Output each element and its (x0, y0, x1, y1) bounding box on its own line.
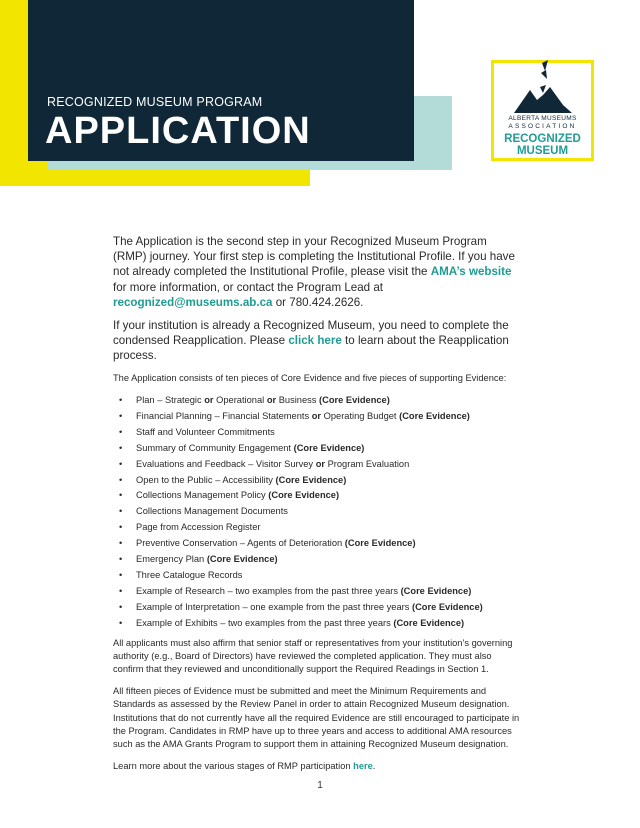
reapplication-paragraph: If your institution is already a Recognized Museum, you need to complete the condensed Reapplication. Please click here to learn about the Reapplication process. (113, 319, 509, 363)
evidence-item-text: Collections Management Policy (136, 490, 266, 501)
program-name: RECOGNIZED MUSEUM PROGRAM (47, 95, 263, 109)
requirements-paragraph: All fifteen pieces of Evidence must be submitted and meet the Minimum Requirements and Standards as assessed by the Review Panel in order to attain Recognized Museum designation. Institutions that do not currently have all the required Evidence are still encouraged to participate in the Program. Candidates in RMP have up to three years and access to additional AMA resources such as the AMA Grants Program to support them in attaining Recognized Museum designation. (113, 685, 520, 750)
list-item (113, 584, 523, 600)
or-connector: or (315, 458, 325, 469)
evidence-item-text: Page from Accession Register (136, 522, 261, 533)
click-here-link[interactable]: click here (288, 334, 342, 348)
evidence-item-text: Staff and Volunteer Commitments (136, 426, 275, 437)
or-connector: or (266, 395, 277, 406)
evidence-item-text: Example of Interpretation – one example from the past three years (136, 601, 410, 612)
list-item (113, 441, 523, 457)
evidence-item-text: Example of Research – two examples from the past three years (136, 585, 398, 596)
page-number: 1 (317, 780, 323, 791)
list-item (113, 552, 523, 568)
list-item (113, 473, 523, 489)
mountain-icon (506, 57, 580, 119)
evidence-item-text: Business (278, 395, 317, 406)
core-evidence-label: (Core Evidence) (400, 585, 472, 596)
core-evidence-label: (Core Evidence) (206, 554, 278, 565)
affirmation-paragraph: All applicants must also affirm that senior staff or representatives from your institution’s governing authority (e.g., Board of Directors) have reviewed the completed application. They must also confirm that they reviewed and unconditionally support the Required Readings in Section 1. (113, 637, 513, 675)
core-evidence-label: (Core Evidence) (319, 395, 390, 406)
list-item (113, 457, 523, 473)
here-link[interactable]: here (353, 760, 373, 771)
or-connector: or (311, 410, 322, 421)
evidence-item-text: Three Catalogue Records (136, 570, 243, 580)
evidence-lead: The Application consists of ten pieces of Core Evidence and five pieces of supporting Evidence: (113, 372, 507, 383)
ama-website-link[interactable]: AMA’s website (430, 265, 512, 279)
evidence-item-text: Evaluations and Feedback – Visitor Survey (136, 458, 314, 469)
evidence-item-text: Emergency Plan (136, 554, 205, 565)
evidence-item-text: Summary of Community Engagement (136, 442, 292, 453)
list-item (113, 409, 523, 425)
core-evidence-label: (Core Evidence) (268, 490, 340, 501)
list-item (113, 536, 523, 552)
core-evidence-label: (Core Evidence) (399, 410, 470, 421)
program-lead-email-link[interactable]: recognized@museums.ab.ca (113, 295, 273, 309)
core-evidence-label: (Core Evidence) (411, 601, 483, 612)
evidence-item-text: Collections Management Documents (136, 506, 288, 517)
evidence-item-text: Preventive Conservation – Agents of Deterioration (136, 538, 343, 549)
logo-text-alberta-museums: ALBERTA MUSEUMS (508, 115, 577, 122)
logo-text-association: ASSOCIATION (508, 123, 577, 130)
list-item (113, 488, 523, 504)
page-title: APPLICATION (45, 110, 311, 152)
core-evidence-label: (Core Evidence) (344, 538, 416, 549)
logo-text-recognized: RECOGNIZED (504, 133, 581, 145)
evidence-item-text: Operational (216, 395, 265, 406)
evidence-item-text: Example of Exhibits – two examples from the past three years (136, 617, 391, 628)
evidence-item-text: Open to the Public – Accessibility (136, 474, 273, 485)
evidence-item-text: Program Evaluation (327, 458, 410, 469)
core-evidence-label: (Core Evidence) (393, 617, 465, 628)
intro-paragraph: The Application is the second step in your Recognized Museum Program (RMP) journey. Your first step is completing the Institutional Profile. If you have not already completed the Institutional Profile, please visit the AMA’s website for more information, or contact the Program Lead at recognized@museums.ab.ca or 780.424.2626. (113, 235, 515, 309)
core-evidence-label: (Core Evidence) (293, 442, 365, 453)
list-item (113, 520, 523, 536)
logo-text-museum: MUSEUM (516, 145, 569, 157)
list-item (113, 616, 523, 632)
evidence-item-text: Plan – Strategic (136, 395, 202, 406)
evidence-item-text: Financial Planning – Financial Statements (136, 410, 310, 421)
list-item (113, 504, 523, 520)
evidence-item-text: Operating Budget (323, 410, 397, 421)
evidence-list (113, 393, 523, 632)
list-item (113, 568, 523, 584)
recognized-museum-logo (491, 60, 594, 161)
list-item (113, 425, 523, 441)
list-item (113, 393, 523, 409)
or-connector: or (204, 395, 214, 406)
core-evidence-label: (Core Evidence) (275, 474, 347, 485)
list-item (113, 600, 523, 616)
learn-more-paragraph: Learn more about the various stages of RMP participation here. (113, 760, 376, 771)
main-content (113, 234, 523, 781)
